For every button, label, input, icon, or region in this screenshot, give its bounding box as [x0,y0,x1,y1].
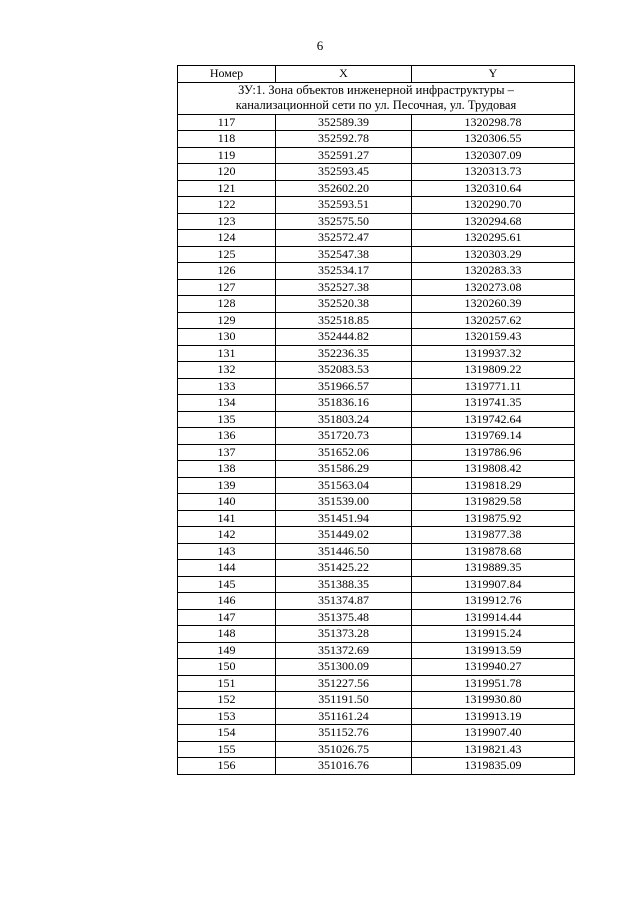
table-row [178,477,575,494]
cell-x: 352527.38 [276,279,412,296]
header-x: X [276,66,412,83]
table-row [178,708,575,725]
cell-x: 352520.38 [276,296,412,313]
cell-number: 126 [178,263,276,280]
cell-y: 1319889.35 [412,560,575,577]
cell-y: 1319912.76 [412,593,575,610]
table-row [178,593,575,610]
cell-number: 135 [178,411,276,428]
cell-y: 1319771.11 [412,378,575,395]
cell-y: 1320294.68 [412,213,575,230]
table-row [178,362,575,379]
table-row [178,444,575,461]
table-row [178,675,575,692]
cell-x: 352575.50 [276,213,412,230]
cell-y: 1319786.96 [412,444,575,461]
table-row [178,378,575,395]
cell-number: 144 [178,560,276,577]
cell-number: 139 [178,477,276,494]
zone-title-line1: ЗУ:1. Зона объектов инженерной инфраструктуры – [238,82,514,97]
table-row [178,560,575,577]
header-number: Номер [178,66,276,83]
cell-x: 352547.38 [276,246,412,263]
table-row [178,741,575,758]
cell-x: 352444.82 [276,329,412,346]
cell-number: 156 [178,758,276,775]
cell-y: 1319875.92 [412,510,575,527]
cell-x: 351191.50 [276,692,412,709]
table-row [178,164,575,181]
cell-number: 128 [178,296,276,313]
cell-y: 1319930.80 [412,692,575,709]
table-row [178,428,575,445]
table-row [178,576,575,593]
cell-y: 1320310.64 [412,180,575,197]
cell-y: 1319940.27 [412,659,575,676]
cell-number: 119 [178,147,276,164]
cell-number: 129 [178,312,276,329]
cell-number: 146 [178,593,276,610]
cell-number: 150 [178,659,276,676]
table-row [178,609,575,626]
cell-x: 352572.47 [276,230,412,247]
cell-number: 136 [178,428,276,445]
cell-number: 125 [178,246,276,263]
cell-y: 1319913.59 [412,642,575,659]
table-row [178,312,575,329]
table-row [178,279,575,296]
table-row [178,197,575,214]
header-y: Y [412,66,575,83]
cell-number: 140 [178,494,276,511]
cell-number: 148 [178,626,276,643]
table-body [178,82,575,774]
cell-x: 351375.48 [276,609,412,626]
table-row [178,411,575,428]
cell-x: 351227.56 [276,675,412,692]
cell-y: 1319809.22 [412,362,575,379]
table-row [178,692,575,709]
cell-y: 1319818.29 [412,477,575,494]
table-row [178,345,575,362]
cell-y: 1319829.58 [412,494,575,511]
cell-x: 352602.20 [276,180,412,197]
table-row [178,758,575,775]
cell-y: 1319937.32 [412,345,575,362]
cell-x: 351016.76 [276,758,412,775]
cell-number: 141 [178,510,276,527]
table-row [178,494,575,511]
page-number: 6 [316,38,324,53]
table-row [178,725,575,742]
cell-y: 1320283.33 [412,263,575,280]
cell-number: 124 [178,230,276,247]
cell-number: 153 [178,708,276,725]
zone-title-line2: канализационной сети по ул. Песочная, ул. Трудовая [235,98,517,112]
table-header-row [178,66,575,83]
cell-x: 351372.69 [276,642,412,659]
cell-x: 351374.87 [276,593,412,610]
cell-number: 149 [178,642,276,659]
table-row [178,626,575,643]
table-row [178,510,575,527]
cell-y: 1320313.73 [412,164,575,181]
table-row [178,230,575,247]
cell-y: 1319741.35 [412,395,575,412]
cell-number: 152 [178,692,276,709]
cell-number: 154 [178,725,276,742]
cell-x: 351449.02 [276,527,412,544]
cell-number: 118 [178,131,276,148]
table-row [178,395,575,412]
cell-y: 1319821.43 [412,741,575,758]
cell-x: 351425.22 [276,560,412,577]
table-row [178,180,575,197]
cell-x: 351446.50 [276,543,412,560]
cell-number: 137 [178,444,276,461]
table-row [178,131,575,148]
cell-x: 351966.57 [276,378,412,395]
cell-y: 1319769.14 [412,428,575,445]
cell-y: 1320260.39 [412,296,575,313]
cell-y: 1320306.55 [412,131,575,148]
cell-y: 1320257.62 [412,312,575,329]
cell-x: 352534.17 [276,263,412,280]
cell-number: 145 [178,576,276,593]
cell-number: 138 [178,461,276,478]
cell-y: 1320307.09 [412,147,575,164]
cell-number: 117 [178,114,276,131]
cell-x: 352589.39 [276,114,412,131]
cell-y: 1319877.38 [412,527,575,544]
table-row [178,461,575,478]
table-row [178,114,575,131]
cell-x: 351373.28 [276,626,412,643]
cell-number: 133 [178,378,276,395]
cell-number: 127 [178,279,276,296]
zone-title [178,82,575,114]
cell-x: 351652.06 [276,444,412,461]
cell-y: 1319913.19 [412,708,575,725]
cell-x: 352592.78 [276,131,412,148]
cell-x: 351563.04 [276,477,412,494]
cell-y: 1320303.29 [412,246,575,263]
cell-number: 134 [178,395,276,412]
cell-y: 1319808.42 [412,461,575,478]
cell-y: 1319907.40 [412,725,575,742]
table-row [178,659,575,676]
cell-x: 352591.27 [276,147,412,164]
cell-number: 147 [178,609,276,626]
cell-x: 351300.09 [276,659,412,676]
cell-x: 351836.16 [276,395,412,412]
cell-y: 1320298.78 [412,114,575,131]
cell-x: 352083.53 [276,362,412,379]
coordinates-table [177,65,575,775]
table-row [178,527,575,544]
cell-x: 351026.75 [276,741,412,758]
cell-number: 142 [178,527,276,544]
cell-y: 1319914.44 [412,609,575,626]
cell-y: 1319951.78 [412,675,575,692]
cell-number: 131 [178,345,276,362]
table-row [178,263,575,280]
cell-x: 351388.35 [276,576,412,593]
cell-number: 122 [178,197,276,214]
cell-x: 351161.24 [276,708,412,725]
cell-y: 1319742.64 [412,411,575,428]
cell-y: 1319878.68 [412,543,575,560]
cell-x: 351539.00 [276,494,412,511]
cell-y: 1320159.43 [412,329,575,346]
cell-x: 352593.45 [276,164,412,181]
table-row [178,329,575,346]
cell-number: 132 [178,362,276,379]
cell-number: 123 [178,213,276,230]
cell-x: 352518.85 [276,312,412,329]
cell-y: 1319835.09 [412,758,575,775]
cell-number: 143 [178,543,276,560]
table-row [178,246,575,263]
cell-y: 1320290.70 [412,197,575,214]
cell-x: 351803.24 [276,411,412,428]
cell-y: 1319915.24 [412,626,575,643]
cell-x: 351720.73 [276,428,412,445]
table-row [178,213,575,230]
cell-y: 1319907.84 [412,576,575,593]
table-row [178,642,575,659]
table-row [178,147,575,164]
cell-y: 1320273.08 [412,279,575,296]
cell-x: 351451.94 [276,510,412,527]
cell-x: 351152.76 [276,725,412,742]
cell-x: 352593.51 [276,197,412,214]
table-row [178,543,575,560]
cell-number: 155 [178,741,276,758]
cell-x: 351586.29 [276,461,412,478]
cell-number: 130 [178,329,276,346]
table-row [178,296,575,313]
cell-x: 352236.35 [276,345,412,362]
cell-number: 120 [178,164,276,181]
cell-y: 1320295.61 [412,230,575,247]
cell-number: 121 [178,180,276,197]
zone-title-row [178,82,575,114]
cell-number: 151 [178,675,276,692]
